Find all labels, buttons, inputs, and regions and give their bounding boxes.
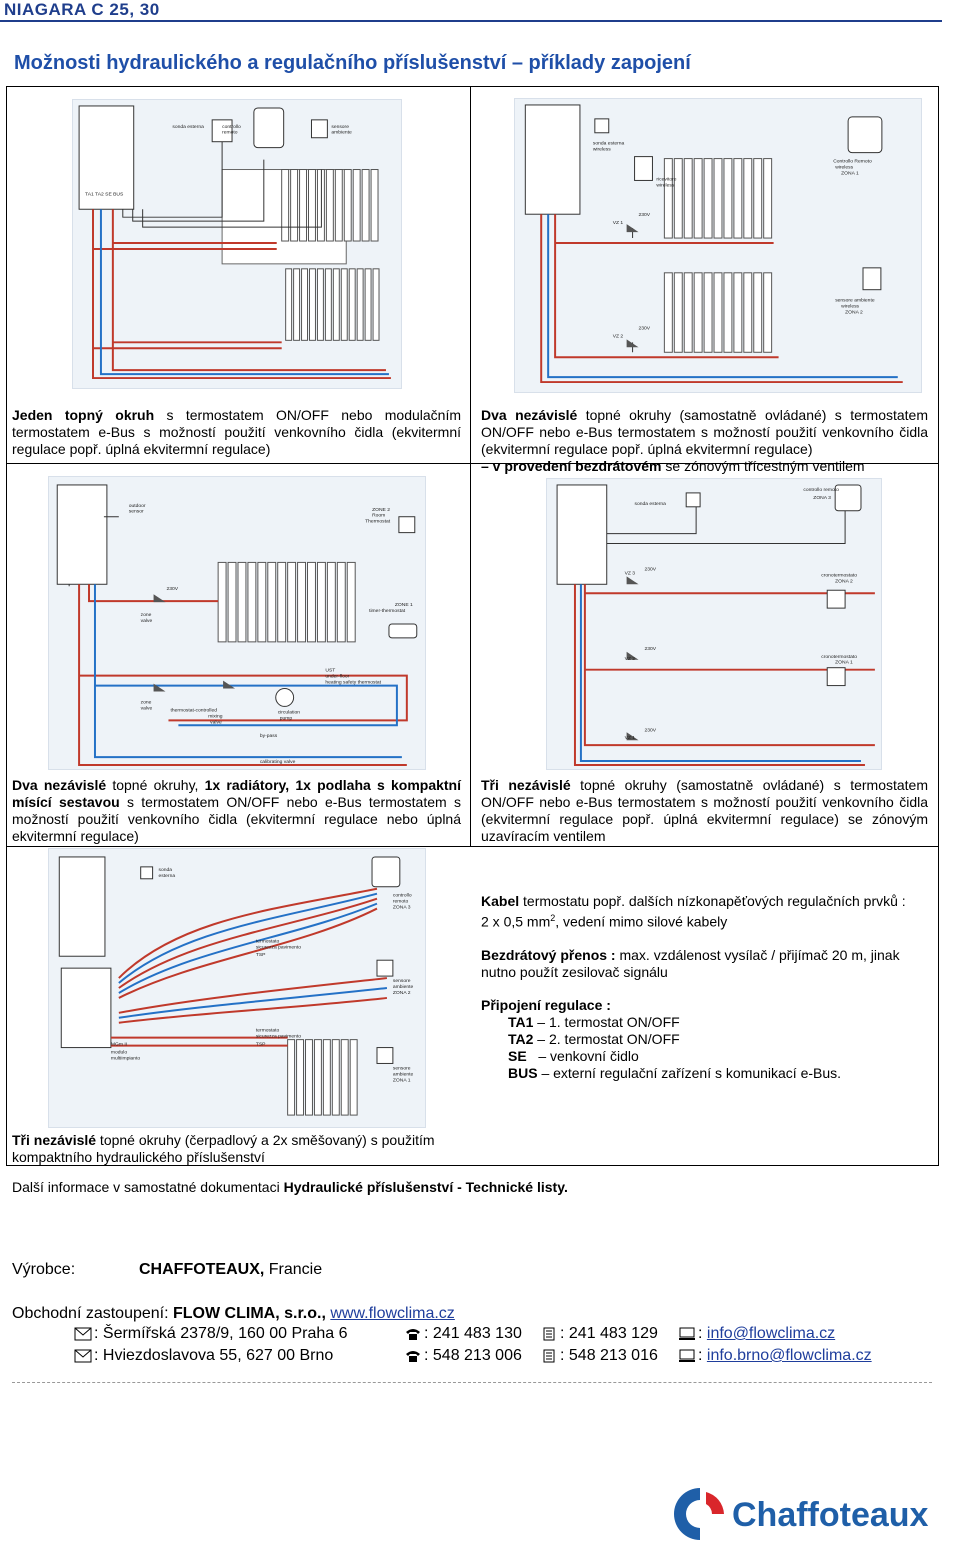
svg-text:ZONA 2: ZONA 2 — [845, 310, 863, 316]
caption-diagram-1 — [12, 407, 461, 458]
cable-info — [481, 893, 931, 931]
diagram-three-zones-svg — [547, 479, 881, 769]
cable-text: termostatu popř. dalších nízkonapěťových regulačních prvků : — [519, 893, 906, 909]
diagram-hydraulic-module-svg — [49, 849, 425, 1127]
chaffoteaux-logo-svg — [672, 1484, 958, 1544]
svg-text:modulo: modulo — [110, 1050, 128, 1056]
address-praha — [74, 1325, 347, 1343]
caption-1-text: s termostatem ON/OFF nebo modulačním termostatem e-Bus s možností použití venkovního čidla (ekvitermní regulace popř. úplná ekvitermní regulace) — [12, 407, 462, 457]
svg-text:thermostat-controlled: thermostat-controlled — [170, 708, 217, 714]
email-prefix: : — [698, 1325, 707, 1342]
diagram-two-circuits-svg — [515, 99, 921, 392]
conn-desc: – 2. termostat ON/OFF — [533, 1030, 680, 1047]
svg-text:valve: valve — [210, 720, 222, 726]
svg-text:sicurezza pavimento: sicurezza pavimento — [255, 945, 302, 951]
phone-praha — [404, 1325, 522, 1343]
caption-5-bold: Tři nezávislé — [12, 1132, 97, 1148]
cable-sup: 2 — [550, 913, 556, 923]
svg-text:termostato: termostato — [255, 1028, 280, 1034]
svg-text:cronotermostato: cronotermostato — [821, 654, 858, 660]
connection-title: Připojení regulace : — [481, 996, 611, 1013]
caption-2-bold: Dva nezávislé — [481, 407, 578, 423]
svg-text:zone: zone — [140, 613, 152, 619]
svg-text:TSP: TSP — [255, 1042, 266, 1048]
svg-text:MGm II: MGm II — [110, 1042, 128, 1048]
maker-country: Francie — [264, 1261, 323, 1278]
svg-text:multiimpianto: multiimpianto — [110, 1056, 141, 1062]
svg-text:VZ 3: VZ 3 — [624, 571, 636, 577]
conn-code: TA2 — [508, 1030, 534, 1047]
envelope-icon — [74, 1327, 92, 1341]
address-brno — [74, 1347, 333, 1365]
svg-text:230V: 230V — [644, 567, 657, 573]
phone-icon — [404, 1327, 422, 1341]
fax-brno — [540, 1347, 658, 1365]
svg-text:sensor: sensor — [128, 509, 144, 515]
svg-text:sonda esterna: sonda esterna — [634, 501, 666, 507]
svg-text:230V: 230V — [644, 646, 657, 652]
caption-4-bold: Tři nezávislé — [481, 777, 571, 793]
rep-label: Obchodní zastoupení: — [12, 1305, 169, 1322]
header-title: NIAGARA C 25, 30 — [4, 0, 160, 19]
svg-text:by-pass: by-pass — [259, 734, 278, 740]
svg-text:sensore: sensore — [392, 979, 411, 985]
diagram-one-circuit — [72, 99, 402, 389]
caption-3-text: topné okruhy, — [106, 777, 205, 793]
svg-text:TSP: TSP — [255, 953, 266, 959]
footer-rule — [12, 1382, 932, 1384]
email-prefix: : — [698, 1347, 707, 1364]
address-text: : Šermířská 2378/9, 160 00 Praha 6 — [94, 1325, 348, 1342]
wireless-info — [481, 947, 931, 981]
svg-text:sensore: sensore — [331, 124, 349, 130]
svg-text:circulation: circulation — [277, 710, 301, 716]
diagram-radiator-floor-svg — [49, 477, 425, 769]
maker-line — [12, 1261, 323, 1279]
svg-text:mixing: mixing — [208, 714, 223, 720]
svg-text:ZONA 1: ZONA 1 — [835, 660, 853, 666]
address-text: : Hviezdoslavova 55, 627 00 Brno — [94, 1347, 334, 1364]
email-link[interactable]: info@flowclima.cz — [706, 1325, 836, 1342]
svg-text:ZONE 2: ZONE 2 — [372, 507, 390, 513]
more-info-bold: Hydraulické příslušenství - Technické listy. — [283, 1179, 568, 1195]
svg-text:wireless: wireless — [656, 183, 675, 189]
page-title: Možnosti hydraulického a regulačního příslušenství – příklady zapojení — [14, 52, 691, 74]
svg-text:sicurezza pavimento: sicurezza pavimento — [255, 1034, 302, 1040]
svg-text:cronotermostato: cronotermostato — [821, 573, 858, 579]
caption-3-bold: Dva nezávislé — [12, 777, 107, 793]
caption-2-line2-text: se zónovým třícestným ventilem — [661, 458, 865, 474]
svg-text:wireless: wireless — [835, 165, 854, 171]
svg-text:valve: valve — [140, 706, 153, 712]
svg-text:ambiente: ambiente — [392, 1072, 414, 1078]
svg-text:zone: zone — [140, 700, 152, 706]
info-block — [481, 893, 931, 1082]
maker-label: Výrobce: — [12, 1261, 76, 1278]
caption-3-text2: s termostatem ON/OFF nebo e-Bus termostatem s možností použití venkovního čidla (ekvitermní regulace nebo úplná ekvitermní regulace) — [12, 794, 461, 844]
conn-code: BUS — [508, 1064, 538, 1081]
svg-text:230V: 230V — [644, 728, 657, 734]
svg-text:UST: UST — [325, 668, 336, 674]
svg-text:ambiente: ambiente — [331, 130, 352, 136]
svg-text:230V: 230V — [166, 587, 179, 593]
page-header — [0, 0, 960, 22]
phone-text: : 241 483 130 — [424, 1325, 522, 1342]
svg-text:Room: Room — [372, 513, 386, 519]
caption-diagram-4 — [481, 777, 928, 845]
maker-value — [139, 1261, 322, 1279]
conn-desc: – 1. termostat ON/OFF — [533, 1013, 680, 1030]
svg-text:ZONA 3: ZONA 3 — [392, 905, 411, 911]
conn-code: TA1 — [508, 1013, 534, 1030]
svg-text:sensore: sensore — [392, 1066, 411, 1072]
connection-item — [508, 1014, 931, 1031]
cable-note: , vedení mimo silové kabely — [555, 913, 728, 930]
connection-list — [481, 1014, 931, 1082]
diagram-two-circuits-wireless — [514, 98, 922, 393]
svg-text:under-floor: under-floor — [325, 674, 350, 680]
caption-2-text: topné okruhy (samostatně ovládané) s termostatem ON/OFF nebo e-Bus termostatem s možností použití venkovního čidla (ekvitermní regulace popř. úplná ekvitermní regulace) — [481, 407, 928, 457]
svg-text:remoto: remoto — [222, 130, 238, 136]
email-link[interactable]: info.brno@flowclima.cz — [706, 1347, 872, 1364]
conn-desc: – externí regulační zařízení s komunikací e-Bus. — [537, 1064, 842, 1081]
caption-2-line2-bold: – v provedení bezdrátovém — [481, 458, 662, 474]
diagram-one-circuit-svg — [73, 100, 401, 388]
phone-icon — [404, 1349, 422, 1363]
phone-brno — [404, 1347, 522, 1365]
wireless-text: max. vzdálenost vysílač / přijímač 20 m, jinak nutno použít zesilovač signálu — [481, 946, 900, 980]
svg-text:valve: valve — [140, 619, 153, 625]
svg-text:esterna: esterna — [158, 873, 176, 879]
conn-code: SE — [508, 1047, 527, 1064]
more-info-text: Další informace v samostatné dokumentaci — [12, 1179, 284, 1195]
svg-text:controllo: controllo — [392, 893, 412, 899]
representative-line — [12, 1305, 455, 1323]
caption-diagram-3 — [12, 777, 461, 845]
svg-text:ZONA 1: ZONA 1 — [841, 171, 859, 177]
connection-item — [508, 1048, 931, 1065]
caption-5-text: topné okruhy (čerpadlový a 2x směšovaný) s použitím kompaktního hydraulického příslušenství — [12, 1132, 435, 1165]
svg-text:heating safety thermostat: heating safety thermostat — [325, 680, 382, 686]
svg-text:remoto: remoto — [392, 899, 409, 905]
connection-item — [508, 1065, 931, 1082]
svg-text:VZ 2: VZ 2 — [624, 656, 636, 662]
svg-text:pump: pump — [279, 716, 293, 722]
svg-text:ZONA 2: ZONA 2 — [835, 579, 853, 585]
maker-name: CHAFFOTEAUX, — [139, 1261, 265, 1278]
cable-spec: 2 x 0,5 mm — [481, 913, 551, 930]
fax-icon — [540, 1327, 558, 1341]
fax-icon — [540, 1349, 558, 1363]
svg-text:controllo remoto: controllo remoto — [803, 487, 839, 493]
svg-text:VZ 1: VZ 1 — [624, 736, 636, 742]
conn-desc: – venkovní čidlo — [526, 1047, 639, 1064]
svg-text:TA1 TA2 SE BUS: TA1 TA2 SE BUS — [85, 192, 124, 198]
diagram-hydraulic-module — [48, 848, 426, 1128]
caption-4-text: topné okruhy (samostatně ovládané) s termostatem ON/OFF nebo e-Bus termostatem s možností použití venkovního čidla (ekvitermní regulace popř. úplná ekvitermní regulace) se zónovým uzavíracím ventilem — [481, 777, 929, 844]
caption-diagram-2 — [481, 407, 928, 475]
svg-text:sonda: sonda — [158, 867, 173, 873]
email-praha — [678, 1325, 835, 1343]
svg-text:ZONA 2: ZONA 2 — [392, 990, 411, 996]
connection-item — [508, 1031, 931, 1048]
fax-praha — [540, 1325, 658, 1343]
svg-text:sonda esterna: sonda esterna — [172, 124, 204, 130]
svg-text:VZ 2: VZ 2 — [612, 334, 624, 340]
rep-url-link[interactable]: www.flowclima.cz — [330, 1305, 455, 1322]
cable-bold: Kabel — [481, 893, 520, 909]
connection-info — [481, 997, 931, 1082]
chaffoteaux-logo — [672, 1484, 958, 1549]
computer-icon — [678, 1327, 696, 1341]
svg-text:calibrating valve: calibrating valve — [259, 760, 296, 766]
email-brno — [678, 1347, 872, 1365]
diagram-radiator-floor — [48, 476, 426, 770]
svg-text:230V: 230V — [638, 213, 651, 219]
phone-text: : 548 213 006 — [424, 1347, 522, 1364]
svg-text:wireless: wireless — [592, 147, 611, 153]
svg-text:ZONA 1: ZONA 1 — [392, 1078, 411, 1084]
svg-text:230V: 230V — [638, 326, 651, 332]
caption-diagram-5 — [12, 1132, 467, 1166]
svg-text:termostato: termostato — [255, 939, 280, 945]
svg-text:timer-thermostat: timer-thermostat — [369, 609, 406, 615]
envelope-icon — [74, 1349, 92, 1363]
svg-text:ricevitore: ricevitore — [656, 177, 677, 183]
caption-1-bold: Jeden topný okruh — [12, 407, 155, 423]
svg-text:ZONA 3: ZONA 3 — [813, 495, 831, 501]
diagram-three-zones — [546, 478, 882, 770]
svg-text:Thermostat: Thermostat — [365, 519, 391, 525]
svg-text:Controllo Remoto: Controllo Remoto — [833, 159, 872, 165]
svg-text:ZONE 1: ZONE 1 — [394, 603, 413, 609]
footer-row-brno — [74, 1347, 944, 1367]
svg-text:ambiente: ambiente — [392, 985, 414, 990]
footer-row-praha — [74, 1325, 944, 1345]
logo-text: Chaffoteaux — [732, 1496, 929, 1534]
header-rule — [0, 20, 942, 22]
wireless-bold: Bezdrátový přenos : — [481, 946, 616, 963]
fax-text: : 241 483 129 — [560, 1325, 658, 1342]
svg-text:sonda esterna: sonda esterna — [592, 141, 625, 147]
fax-text: : 548 213 016 — [560, 1347, 658, 1364]
rep-name: FLOW CLIMA, s.r.o., — [168, 1305, 331, 1322]
computer-icon — [678, 1349, 696, 1363]
svg-text:VZ 1: VZ 1 — [612, 221, 624, 227]
more-info — [12, 1179, 568, 1196]
svg-text:outdoor: outdoor — [128, 503, 146, 509]
svg-text:controllo: controllo — [222, 124, 241, 130]
caption-3-bold2: 1x radiátory, 1x podlaha s kompaktní mísící sestavou — [12, 777, 461, 810]
svg-text:wireless: wireless — [841, 304, 860, 310]
svg-text:sensore ambiente: sensore ambiente — [835, 298, 875, 304]
